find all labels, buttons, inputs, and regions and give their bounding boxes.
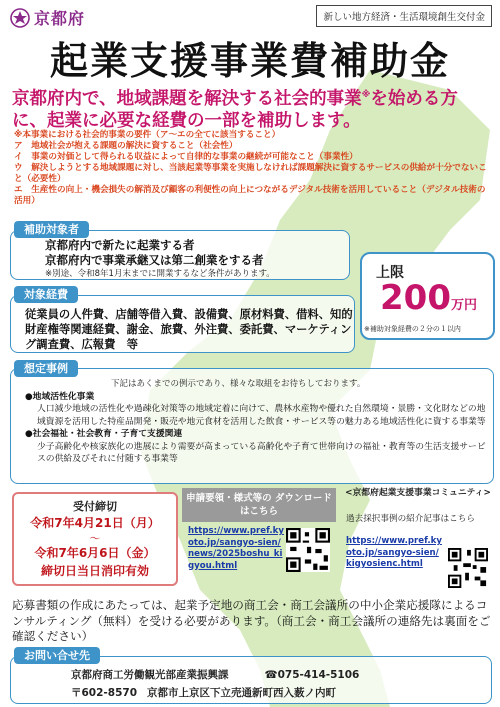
grant-tag: 新しい地方経済・生活環境創生交付金 [316, 5, 492, 27]
page-title: 起業支援事業費補助金 [49, 39, 450, 83]
target-note: ※別途、令和8年1月末までに開業するなど条件があります。 [45, 269, 275, 279]
lead-line1: 京都府内で、地域課題を解決する社会的事業 [12, 88, 362, 109]
deadline-label: 受付締切 [73, 500, 117, 513]
limit-box [360, 252, 495, 340]
kyoto-emblem-icon [10, 8, 30, 28]
requirement-item: エ 生産性の向上・機会損失の解消及び顧客の利便性の向上につながるデジタル技術を活用していること（デジタル技術の活用） [14, 185, 486, 206]
contact-dept: 京都府商工労働観光部産業振興課 [71, 669, 229, 681]
logo [10, 6, 85, 29]
deadline-start: 令和7年4月21日（月） [30, 516, 160, 530]
requirement-item: ウ 解決しようとする地域課題に対し、当該起業等事業を実施しなければ課題解決に資するサービスの供給が十分でないこと（必要性） [14, 163, 487, 184]
qr-code-icon[interactable] [448, 548, 488, 588]
contact-address-line [71, 685, 336, 700]
cost-label: 対象経費 [14, 286, 78, 303]
example-heading: ●地域活性化事業 [25, 392, 95, 402]
target-line2: 京都府内で事業承継又は第二創業をする者 [45, 253, 264, 267]
cost-box [10, 295, 355, 353]
deadline-note: 締切日当日消印有効 [40, 564, 149, 578]
header-bar [0, 0, 500, 30]
download-panel [182, 488, 336, 584]
deadline-box [12, 492, 178, 586]
limit-note: ※補助対象経費の２分の１以内 [364, 325, 461, 333]
lead-mark: ※ [361, 90, 371, 100]
target-line1: 京都府内で新たに起業する者 [45, 238, 195, 252]
consultation-note: 応募書類の作成にあたっては、起業予定地の商工会・商工会議所の中小企業応援隊によるコンサルティング（無料）を受ける必要があります。（商工会・商工会議所の連絡先は裏面をご確認ください） [12, 598, 491, 643]
contact-dept-line [71, 667, 359, 682]
lead-text [12, 84, 492, 132]
cost-text: 従業員の人件費、店舗等借入費、設備費、原材料費、借料、知的財産権等関連経費、謝金、旅費、外注費、委託費、マーケティング調査費、広報費 等 [25, 308, 353, 351]
target-label: 補助対象者 [14, 221, 89, 238]
requirement-item: ア 地域社会が抱える課題の解決に資すること（社会性） [14, 141, 238, 151]
limit-unit: 万円 [450, 298, 477, 313]
contact-tel[interactable]: ☎075-414-5106 [264, 669, 360, 681]
qr-code-icon[interactable] [286, 528, 330, 572]
download-heading: 申請要領・様式等の ダウンロードはこちら [182, 488, 336, 522]
deadline-tilde: 〜 [89, 532, 101, 545]
lead-line2: に、起業に必要な経費の一部を補助します。 [12, 110, 361, 131]
example-body [25, 391, 487, 465]
community-link[interactable]: https://www.pref.kyoto.jp/sangyo-sien/kigyosienc.html [346, 536, 442, 569]
community-panel [340, 488, 496, 588]
community-desc: 過去採択事例の紹介記事はこちら [346, 514, 475, 524]
requirement-item: イ 事業の対価として得られる収益によって自律的な事業の継続が可能なこと（事業性） [14, 152, 358, 162]
example-label: 想定事例 [14, 360, 78, 377]
download-link[interactable]: https://www.pref.kyoto.jp/sangyo-sien/news/2025boshu_kigyou.html [188, 526, 284, 571]
requirement-item: ※本事業における社会的事業の要件（ア〜エの全てに該当すること） [14, 130, 281, 140]
deadline-end: 令和7年6月6日（金） [34, 546, 156, 560]
limit-amount [380, 278, 477, 318]
logo-text: 京都府 [34, 9, 86, 28]
contact-zip: 〒602-8570 [71, 687, 137, 699]
example-text: 人口減少地域の活性化や過疎化対策等の地域定着に向けて、農林水産物や優れた自然環境・景勝・文化財などの地域資源を活用した特産品開発・販売や地元食材を活用した飲食・サービス等の魅力ある地域活性化に資する事業等 [37, 404, 486, 427]
contact-address: 京都市上京区下立売通新町西入薮ノ内町 [147, 687, 336, 699]
example-heading: ●社会福祉・社会教育・子育て支援関連 [25, 429, 183, 440]
community-title: <京都府起業支援事業コミュニティ> [345, 488, 491, 498]
limit-amount-value: 200 [380, 278, 451, 318]
example-intro: 下記はあくまでの例示であり、様々な取組をお待ちしております。 [111, 379, 366, 389]
limit-label: 上限 [376, 265, 404, 281]
requirements-list [14, 130, 490, 207]
contact-label: お問い合せ先 [14, 647, 100, 664]
example-text: 少子高齢化や核家族化の進展により需要が高まっている高齢化や子育て世帯向けの福祉・教育等の生活支援サービスの供給及びそれに付随する事業等 [37, 441, 486, 465]
lead-line1b: を始める方 [370, 88, 458, 109]
example-box [10, 368, 494, 484]
